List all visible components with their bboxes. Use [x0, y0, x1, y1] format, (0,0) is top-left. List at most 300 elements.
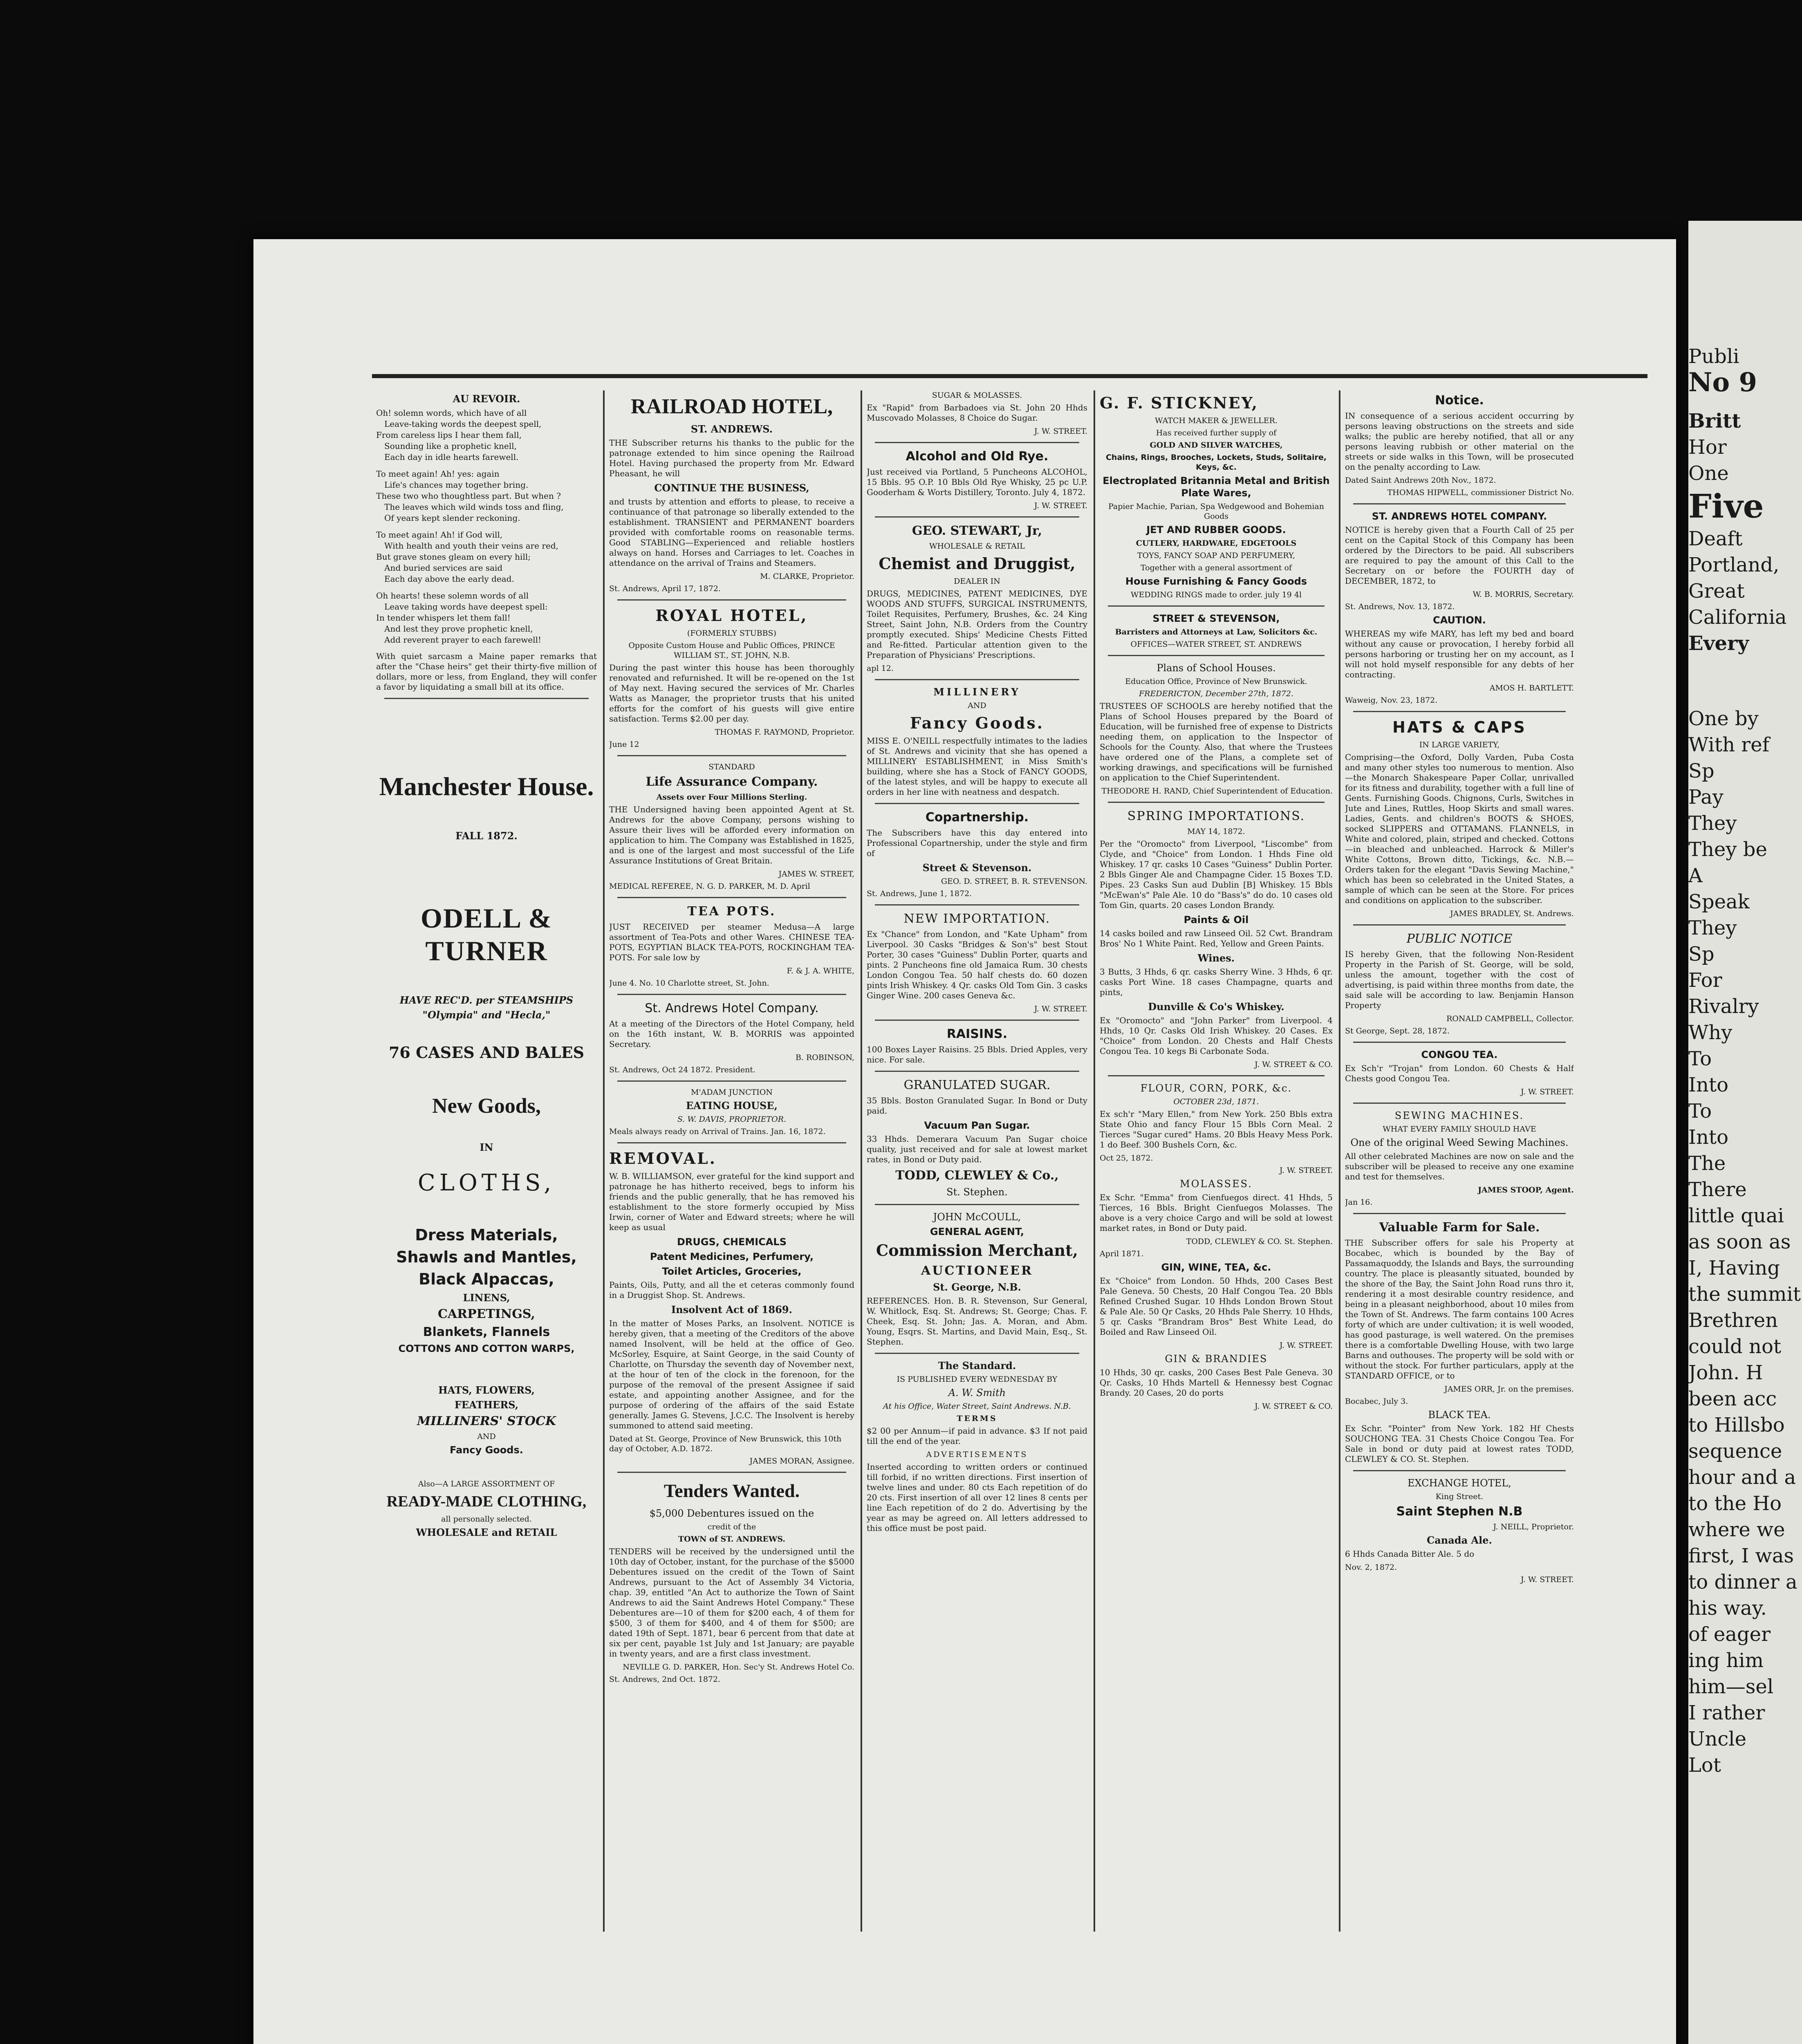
- ad-date: June 12: [609, 740, 639, 749]
- railroad-hotel-heading: RAILROAD HOTEL,: [630, 395, 833, 418]
- royal-location: Opposite Custom House and Public Offices, PRINCE WILLIAM ST., ST. JOHN, N.B.: [628, 641, 835, 660]
- fragment-line: Hor: [1688, 436, 1727, 459]
- town-line: TOWN of ST. ANDREWS.: [678, 1535, 785, 1544]
- ad-signature: J. W. STREET.: [1520, 1575, 1574, 1584]
- poem-line: But grave stones gleam on every hill;: [376, 552, 531, 562]
- flour-date: OCTOBER 23d, 1871.: [1173, 1097, 1259, 1106]
- fragment-line: Deaft: [1688, 527, 1743, 550]
- blankets-flannels: Blankets, Flannels: [423, 1325, 550, 1339]
- ad-date: Oct 25, 1872.: [1100, 1154, 1153, 1163]
- poem-line: To meet again! Ah! yes: again: [376, 469, 500, 479]
- chains-line: Chains, Rings, Brooches, Lockets, Studs, Solitaire, Keys, &c.: [1105, 453, 1327, 472]
- divider: [617, 599, 846, 601]
- barristers-line: Barristers and Attorneys at Law, Solicitors &c.: [1115, 628, 1318, 637]
- house-furnishing: House Furnishing & Fancy Goods: [1125, 576, 1307, 587]
- masthead-rule: [372, 374, 1647, 378]
- divider: [875, 1071, 1079, 1072]
- fragment-line: One: [1688, 462, 1729, 485]
- st-george: St. George, N.B.: [933, 1281, 1021, 1293]
- ad-date: Nov. 2, 1872.: [1345, 1563, 1397, 1572]
- poem-line: And lest they prove prophetic knell,: [384, 624, 533, 634]
- granulated-heading: GRANULATED SUGAR.: [903, 1078, 1051, 1092]
- eating-house: EATING HOUSE,: [686, 1100, 778, 1112]
- ad-body: NOTICE is hereby given that a Fourth Call of 25 per cent on the Capital Stock of this Company has been ordered by the Directors to be paid. All subscribers are required to pay the amount of this Call to the Secretary on or before the FOURTH day of DECEMBER, 1872, to: [1345, 525, 1574, 586]
- ad-signature: RONALD CAMPBELL, Collector.: [1446, 1014, 1574, 1023]
- hats-caps-heading: HATS & CAPS: [1392, 718, 1526, 736]
- fragment-line: For: [1688, 969, 1722, 992]
- column-3: [867, 390, 1087, 1932]
- royal-formerly: (FORMERLY STUBBS): [687, 629, 777, 638]
- ad-body: 3 Butts, 3 Hhds, 6 qr. casks Sherry Wine. 3 Hhds, 6 qr. casks Port Wine. 18 cases Champagne, quarts and pints,: [1100, 967, 1333, 997]
- ad-signature: J. W. STREET.: [1034, 1004, 1087, 1013]
- fragment-line: To: [1688, 1100, 1712, 1123]
- flour-heading: FLOUR, CORN, PORK, &c.: [1140, 1083, 1292, 1094]
- fragment-line: They: [1688, 812, 1737, 835]
- patent-medicines: Patent Medicines, Perfumery,: [650, 1251, 814, 1262]
- fragment-line: Brethren: [1688, 1309, 1778, 1332]
- mccoull-name: JOHN McCOULL,: [933, 1211, 1021, 1223]
- fragment-line: sequence: [1688, 1440, 1782, 1463]
- wholesale-label: WHOLESALE & RETAIL: [929, 542, 1025, 551]
- fragment-line: to dinner a: [1688, 1571, 1798, 1594]
- drugs-chemicals: DRUGS, CHEMICALS: [677, 1236, 787, 1248]
- tea-pots-heading: TEA POTS.: [687, 904, 776, 919]
- ad-body: TRUSTEES OF SCHOOLS are hereby notified that the Plans of School Houses prepared by the Board of Education, will be furnished free of expense to Districts needing them, on application to the Inspector of Schools for the County. Also, that where the Trustees have ordered one of the Plans, a complete set of working drawings, and specifications will be furnished on application to the Chief Superintendent.: [1100, 701, 1333, 782]
- eating-proprietor: S. W. DAVIS, PROPRIETOR.: [677, 1115, 787, 1124]
- newspaper-page: [253, 239, 1676, 2044]
- ad-signature: M. CLARKE, Proprietor.: [760, 572, 854, 581]
- odell-turner-heading: ODELL & TURNER: [421, 903, 552, 966]
- ad-body: Ex Schr. "Emma" from Cienfuegos direct. 41 Hhds, 5 Tierces, 16 Bbls. Bright Cienfuegos Molasses. The above is a very choice Cargo and will be sold at lowest market rates, in Bond or Duty paid.: [1100, 1192, 1333, 1233]
- ad-signature: J. W. STREET.: [1520, 1087, 1574, 1096]
- ad-body: 10 Hhds, 30 qr. casks, 200 Cases Best Pale Geneva. 30 Qr. Casks, 10 Hhds Martell & Hennessy best Cognac Brandy. 20 Cases, 20 do ports: [1100, 1367, 1333, 1398]
- ad-signature: J. W. STREET & CO.: [1255, 1060, 1333, 1069]
- ad-body: Comprising—the Oxford, Dolly Varden, Puba Costa and many other styles too numerous to mention. Also—the Monarch Shakespeare Paper Collar, unrivalled for its fitness and durability, together with a full line of Gents. Furnishing Goods. Chignons, Curls, Switches in Jute and Lines, Ruttles, Hoop Skirts and small wares. Ladies, Gents. and children's BOOTS & SHOES, socked SLIPPERS and OTTAMANS. FLANNELS, in White and colored, plain, striped and checked. Cottons—in bleached and unbleached. Harrock & Miller's White Cottons, Brown ditto, Tickings, &c. N.B.—Orders taken for the elegant "Davis Sewing Machine," which has been so celebrated in the United States, a sample of which can be seen at the Store. For prices and conditions on application to the subscriber.: [1345, 752, 1574, 905]
- papier-machie: Papier Machie, Parian, Spa Wedgewood and Bohemian Goods: [1108, 502, 1324, 521]
- poem-line: And buried services are said: [384, 563, 503, 573]
- manchester-house-heading: Manchester House.: [379, 772, 594, 801]
- ad-signature: JAMES BRADLEY, St. Andrews.: [1450, 909, 1574, 918]
- column-5: [1345, 390, 1574, 1932]
- ad-body: IS hereby Given, that the following Non-Resident Property in the Parish of St. George, will be sold, unless the amount, together with the cost of advertising, is paid within three months from date, the said sale will be according to law. Benjamin Hanson Property: [1345, 949, 1574, 1010]
- ad-body: Paints, Oils, Putty, and all the et ceteras commonly found in a Druggist Shop. St. Andrews.: [609, 1280, 854, 1300]
- divider: [875, 803, 1079, 804]
- paints-oil: Paints & Oil: [1183, 914, 1249, 926]
- column-rule: [1094, 390, 1095, 1932]
- carpetings: CARPETINGS,: [438, 1307, 535, 1321]
- fragment-line: The: [1688, 1152, 1726, 1175]
- cottons: COTTONS AND COTTON WARPS,: [398, 1343, 575, 1354]
- ad-date: Dated at St. George, Province of New Brunswick, this 10th day of October, A.D. 1872.: [609, 1434, 842, 1453]
- fragment-line: hour and a: [1688, 1466, 1796, 1489]
- ad-signature: GEO. D. STREET, B. R. STEVENSON.: [941, 877, 1087, 886]
- black-tea-heading: BLACK TEA.: [1428, 1409, 1491, 1421]
- divider: [617, 994, 846, 995]
- stickney-heading: G. F. STICKNEY,: [1100, 394, 1259, 412]
- ad-body: 100 Boxes Layer Raisins. 25 Bbls. Dried Apples, very nice. For sale.: [867, 1044, 1087, 1065]
- st-stephen: St. Stephen.: [946, 1186, 1008, 1198]
- poem-line: Oh hearts! these solemn words of all: [376, 591, 529, 601]
- poem-line: Leave taking words have deepest spell:: [384, 602, 548, 612]
- together-line: Together with a general assortment of: [1141, 563, 1292, 572]
- medical-referee: MEDICAL REFEREE, N. G. D. PARKER, M. D. April: [609, 882, 810, 891]
- hats-flowers: HATS, FLOWERS,: [438, 1384, 535, 1396]
- every-family: WHAT EVERY FAMILY SHOULD HAVE: [1383, 1125, 1536, 1134]
- ad-body: and trusts by attention and efforts to please, to receive a continuance of that patronage so liberally extended to the establishment. TRANSIENT and PERMANENT boarders provided with comfortable rooms on reasonable terms. Good STABLING—Experienced and reliable hostlers always on hand. Horses and Carriages to let. Coaches in attendance on the arrival of Trains and Steamers.: [609, 497, 854, 568]
- education-office: Education Office, Province of New Brunswick.: [1125, 677, 1307, 686]
- milliners-stock: MILLINERS' STOCK: [417, 1414, 556, 1428]
- personally-selected: all personally selected.: [441, 1515, 532, 1524]
- fragment-line: Publi: [1688, 345, 1739, 368]
- commission-heading: Commission Merchant,: [876, 1241, 1078, 1260]
- copartnership-heading: Copartnership.: [925, 810, 1029, 825]
- ad-date: April 1871.: [1100, 1249, 1144, 1258]
- chemist-heading: Chemist and Druggist,: [879, 554, 1076, 573]
- and-label: AND: [477, 1432, 496, 1441]
- credit-line: credit of the: [707, 1522, 756, 1531]
- ad-date: June 4. No. 10 Charlotte street, St. John.: [609, 979, 769, 988]
- ad-body: All other celebrated Machines are now on sale and the subscriber will be pleased to receive any one examine and test for themselves.: [1345, 1151, 1574, 1181]
- cloths-heading: CLOTHS,: [417, 1170, 556, 1196]
- new-goods: New Goods,: [432, 1094, 541, 1118]
- ad-body: Just received via Portland, 5 Puncheons ALCOHOL, 15 Bbls. 95 O.P. 10 Bbls Old Rye Whisky, 25 pc U.P. Gooderham & Worts Distillery, Toronto. July 4, 1872.: [867, 467, 1087, 497]
- ad-body: THE Subscriber offers for sale his Property at Bocabec, which is bounded by the Bay of Passamaquoddy, the Islands and Bays, the surrounding country. The place is pleasantly situated, bounded by the shore of the Bay, the Saint John Road runs thro it, rendering it a most desirable country residence, and being in a pleasant neighborhood, about 10 miles from the Town of St. Andrews. The farm contains 100 Acres forty of which are under cultivation; it is well wooded, has good pasturage, is well watered. On the premises there is a comfortable Dwelling House, with two large Barns and outhouses. The property will be sold with or without the stock. For further particulars, apply at the STANDARD OFFICE, or to: [1345, 1238, 1574, 1381]
- toilet-articles: Toilet Articles, Groceries,: [662, 1266, 802, 1277]
- fredericton-date: FREDERICTON, December 27th, 1872.: [1139, 689, 1293, 698]
- column-4: [1100, 390, 1333, 1932]
- hotel-company-heading: St. Andrews Hotel Company.: [645, 1001, 819, 1015]
- divider: [875, 442, 1079, 443]
- divider: [1353, 1213, 1566, 1214]
- fancy-goods-heading: Fancy Goods.: [910, 714, 1044, 732]
- ad-body: At a meeting of the Directors of the Hotel Company, held on the 16th instant, W. B. MORRIS was appointed Secretary.: [609, 1019, 854, 1049]
- poem-stanza: [376, 590, 597, 645]
- fragment-line: Pay: [1688, 786, 1724, 809]
- fragment-line: Why: [1688, 1021, 1733, 1044]
- fragment-line: him—sel: [1688, 1675, 1774, 1698]
- fragment-line: his way.: [1688, 1597, 1767, 1620]
- gold-watches: GOLD AND SILVER WATCHES,: [1150, 441, 1283, 450]
- column-2: [609, 390, 854, 1932]
- ad-date: St. Andrews, April 17, 1872.: [609, 584, 721, 593]
- barristers-firm: STREET & STEVENSON,: [1152, 613, 1280, 624]
- column-rule: [861, 390, 862, 1932]
- ad-signature: B. ROBINSON,: [795, 1053, 854, 1062]
- wedding-rings: WEDDING RINGS made to order. july 19 4l: [1130, 590, 1302, 599]
- fragment-line: California: [1688, 606, 1787, 629]
- ad-body: The Subscribers have this day entered into Professional Copartnership, under the style and firm of: [867, 828, 1087, 858]
- ad-signature: J. W. STREET.: [1034, 427, 1087, 436]
- divider: [617, 897, 846, 898]
- ad-signature: J. NEILL, Proprietor.: [1493, 1522, 1574, 1531]
- offices-line: OFFICES—WATER STREET, ST. ANDREWS: [1130, 640, 1302, 649]
- fragment-line: To: [1688, 1047, 1712, 1070]
- fragment-line: Uncle: [1688, 1728, 1747, 1750]
- poem-line: Add reverent prayer to each farewell!: [384, 635, 542, 645]
- fragment-line: A: [1688, 864, 1703, 887]
- ready-made-clothing: READY-MADE CLOTHING,: [386, 1493, 587, 1510]
- royal-hotel-heading: ROYAL HOTEL,: [655, 606, 808, 625]
- poem-stanza: [376, 468, 597, 524]
- raisins-heading: RAISINS.: [946, 1027, 1008, 1041]
- ad-signature: THOMAS F. RAYMOND, Proprietor.: [715, 728, 854, 737]
- poem-line: Leave-taking words the deepest spell,: [384, 419, 542, 429]
- weed-line: One of the original Weed Sewing Machines.: [1350, 1137, 1569, 1148]
- auctioneer-heading: AUCTIONEER: [921, 1264, 1033, 1278]
- received-line: Has received further supply of: [1156, 428, 1277, 437]
- fragment-line: Sp: [1688, 943, 1715, 966]
- fragment-line: Into: [1688, 1126, 1729, 1149]
- divider: [1353, 924, 1566, 926]
- ad-body: 35 Bbls. Boston Granulated Sugar. In Bond or Duty paid.: [867, 1096, 1087, 1116]
- ad-body: During the past winter this house has been thoroughly renovated and refurnished. It will be re-opened on the 1st of May next. Having secured the services of Mr. Charles Watts as Manager, the proprietor trusts that his united efforts for the comfort of his guests will give entire satisfaction. Terms $2.00 per day.: [609, 663, 854, 724]
- poem-line: From careless lips I hear them fall,: [376, 430, 522, 440]
- molasses-heading: MOLASSES.: [1180, 1178, 1253, 1190]
- ad-date: St. Andrews, 2nd Oct. 1872.: [609, 1675, 721, 1684]
- insolvent-heading: Insolvent Act of 1869.: [671, 1304, 792, 1316]
- ad-signature: F. & J. A. WHITE,: [787, 966, 854, 975]
- poem-line: Sounding like a prophetic knell,: [384, 441, 517, 451]
- advertisements-heading: ADVERTISEMENTS: [926, 1450, 1028, 1459]
- ad-signature: TODD, CLEWLEY & CO. St. Stephen.: [1186, 1237, 1333, 1246]
- divider: [1353, 503, 1566, 504]
- cases-and-bales: 76 CASES AND BALES: [388, 1043, 585, 1062]
- poem-line: Oh! solemn words, which have of all: [376, 408, 527, 418]
- ad-signature: J. W. STREET.: [1034, 501, 1087, 510]
- fall-season: FALL 1872.: [455, 830, 518, 842]
- adjacent-page-fragment: [1688, 221, 1802, 2044]
- advertisements-body: Inserted according to written orders or continued till forbid, if no written directions. First insertion of twelve lines and under. 80 cts Each repetition of do 20 cts. First insertion of all over 12 lines 8 cents per line Each repetition of do 2 do. Advertising by the year as may be agreed on. All letters addressed to this office must be post paid.: [867, 1462, 1087, 1533]
- life-assurance-heading: Life Assurance Company.: [645, 775, 818, 789]
- divider: [1108, 802, 1325, 803]
- meals-line: Meals always ready on Arrival of Trains. Jan. 16, 1872.: [609, 1127, 826, 1136]
- fragment-line: One by: [1688, 707, 1759, 730]
- standard-label: STANDARD: [708, 762, 755, 771]
- ad-body: Ex "Rapid" from Barbadoes via St. John 20 Hhds Muscovado Molasses, 8 Choice do Sugar.: [867, 403, 1087, 423]
- ad-body: MISS E. O'NEILL respectfully intimates to the ladies of St. Andrews and vicinity that she has opened a MILLINERY ESTABLISHMENT, in Miss Smith's building, where she has a Stock of FANCY GOODS, of the latest styles, and will be happy to execute all orders in her line with neatness and despatch.: [867, 736, 1087, 797]
- ad-body: 14 casks boiled and raw Linseed Oil. 52 Cwt. Brandram Bros' No 1 White Paint. Red, Yellow and Green Paints.: [1100, 928, 1333, 948]
- ad-body: Ex sch'r "Mary Ellen," from New York. 250 Bbls extra State Ohio and fancy Flour 15 Bbls Corn Meal. 2 Tierces "Sugar cured" Hams. 20 Bbls Heavy Mess Pork. 1 do Beef. 300 Bushels Corn, &c.: [1100, 1109, 1333, 1150]
- fragment-line: They be: [1688, 838, 1767, 861]
- general-agent: GENERAL AGENT,: [930, 1226, 1024, 1237]
- poem-line: To meet again! Ah! if God will,: [376, 530, 503, 540]
- and-label: AND: [968, 701, 986, 710]
- divider: [1108, 1075, 1325, 1076]
- poem-line: Each day above the early dead.: [384, 574, 514, 584]
- ad-body: REFERENCES. Hon. B. R. Stevenson, Sur General, W. Whitlock, Esq. St. Andrews; St. George; Chas. F. Cheek, Esq. St. John; Jas. A. Moran, and Abm. Young, Esqrs. St. Martins, and David Main, Esq., St. Stephen.: [867, 1296, 1087, 1347]
- poem-line: Each day in idle hearts farewell.: [384, 452, 519, 462]
- assets-line: Assets over Four Millions Sterling.: [656, 793, 807, 802]
- fragment-line: Rivalry: [1688, 995, 1759, 1018]
- divider: [875, 904, 1079, 905]
- poem-line: The leaves which wild winds toss and fling,: [384, 502, 564, 512]
- column-1: [376, 390, 597, 1932]
- fragment-line: where we: [1688, 1518, 1785, 1541]
- ad-date: St George, Sept. 28, 1872.: [1345, 1026, 1450, 1035]
- st-andrews-label: ST. ANDREWS.: [690, 423, 773, 435]
- sugar-molasses-heading: SUGAR & MOLASSES.: [932, 391, 1022, 400]
- firm-name: Street & Stevenson.: [922, 862, 1032, 874]
- fragment-line: Sp: [1688, 760, 1715, 782]
- alcohol-heading: Alcohol and Old Rye.: [905, 449, 1049, 464]
- notice-heading: Notice.: [1435, 393, 1484, 408]
- dunville-heading: Dunville & Co's Whiskey.: [1148, 1001, 1284, 1013]
- ad-body: WHEREAS my wife MARY, has left my bed and board without any cause or provocation, I hereby forbid all persons harboring or trusting her on my account, as I will not hold myself responsible for any debts of her contracting.: [1345, 629, 1574, 679]
- fragment-line: There: [1688, 1178, 1747, 1201]
- wholesale-retail: WHOLESALE and RETAIL: [416, 1526, 557, 1538]
- ad-body: Ex Schr. "Pointer" from New York. 182 Hf Chests SOUCHONG TEA. 31 Chests Choice Congou Tea. For Sale in bond or duty paid at lowest rates TODD, CLEWLEY & CO. St. Stephen.: [1345, 1423, 1574, 1464]
- continue-business: CONTINUE THE BUSINESS,: [654, 482, 809, 494]
- linens: LINENS,: [463, 1292, 510, 1304]
- ad-date: Bocabec, July 3.: [1345, 1397, 1408, 1406]
- ad-signature: AMOS H. BARTLETT.: [1489, 684, 1574, 693]
- ad-signature: NEVILLE G. D. PARKER, Hon. Sec'y St. Andrews Hotel Co.: [623, 1663, 854, 1672]
- publisher-name: A. W. Smith: [948, 1387, 1006, 1399]
- poem-title: AU REVOIR.: [453, 393, 520, 405]
- congou-tea-heading: CONGOU TEA.: [1421, 1049, 1498, 1060]
- ships-names: "Olympia" and "Hecla,": [422, 1009, 551, 1021]
- fragment-line: little quai: [1688, 1204, 1784, 1227]
- ad-body: 6 Hhds Canada Bitter Ale. 5 do: [1345, 1549, 1475, 1559]
- toys-line: TOYS, FANCY SOAP AND PERFUMERY,: [1137, 551, 1295, 560]
- fragment-line: Into: [1688, 1074, 1729, 1096]
- ad-body: W. B. WILLIAMSON, ever grateful for the kind support and patronage he has hitherto received, begs to inform his friends and the public generally, that he has removed his establishment to the store formerly occupied by Miss Irwin, corner of Water and Edward streets; where he will keep as usual: [609, 1171, 854, 1232]
- ad-body: Ex Sch'r "Trojan" from London. 60 Chests & Half Chests good Congou Tea.: [1345, 1063, 1574, 1083]
- divider: [384, 698, 589, 699]
- divider: [1108, 605, 1325, 607]
- standard-masthead: The Standard.: [938, 1360, 1016, 1372]
- divider: [1353, 1103, 1566, 1104]
- fragment-line: No 9: [1688, 367, 1757, 398]
- column-rule: [603, 390, 605, 1932]
- ad-date: Jan 16.: [1345, 1198, 1373, 1207]
- ad-body: Ex "Chance" from London, and "Kate Upham" from Liverpool. 30 Casks "Bridges & Son's" best Stout Porter, 30 cases "Guiness" Dublin Porter, quarts and pints. 2 Puncheons fine old Jamaica Rum. 30 chests London Congou Tea. 50 half chests do. 60 dozen pints Irish Whiskey. 4 Qr. casks Old Tom Gin. 3 casks Ginger Wine. 200 cases Geneva &c.: [867, 929, 1087, 1000]
- divider: [1353, 711, 1566, 712]
- column-rule: [1339, 390, 1340, 1932]
- divider: [617, 1142, 846, 1143]
- divider: [617, 1080, 846, 1082]
- fragment-line: Britt: [1688, 410, 1741, 433]
- ad-body: Per the "Oromocto" from Liverpool, "Liscombe" from Clyde, and "Choice" from London. 1 Hhds Fine old Whiskey. 17 qr. casks 10 Cases "Guiness" Dublin Porter. 2 Bbls Ginger Ale and Champagne Cider. 15 Boxes T.D. Pipes. 23 Casks Sun aud Dublin [B] Whiskey. 15 Bbls "McEwan's" Pale Ale. 10 do "Bass's" do do. 10 cases old Tom Gin, quarts. 20 cases London Brandy.: [1100, 839, 1333, 910]
- electroplated: Electroplated Britannia Metal and British Plate Wares,: [1103, 475, 1330, 499]
- ad-signature: JAMES ORR, Jr. on the premises.: [1444, 1385, 1574, 1394]
- poem-line: In tender whispers let them fall!: [376, 613, 511, 623]
- cutlery: CUTLERY, HARDWARE, EDGETOOLS: [1136, 539, 1297, 548]
- jet-rubber: JET AND RUBBER GOODS.: [1146, 524, 1286, 536]
- spring-importations: SPRING IMPORTATIONS.: [1127, 809, 1305, 823]
- fragment-line: Five: [1688, 487, 1764, 525]
- ad-signature: JAMES MORAN, Assignee.: [749, 1457, 854, 1466]
- fragment-line: as soon as: [1688, 1230, 1791, 1253]
- fragment-line: John. H: [1688, 1361, 1763, 1384]
- gin-brandies-heading: GIN & BRANDIES: [1165, 1353, 1268, 1365]
- black-alpaccas: Black Alpaccas,: [419, 1270, 554, 1288]
- ad-body: Ex "Choice" from London. 50 Hhds, 200 Cases Best Pale Geneva. 50 Chests, 20 Half Congou Tea. 20 Bbls Refined Crushed Sugar. 10 Hhds London Brown Stout & Pale Ale. 50 Qr Casks, 20 Hhds Pale Sherry. 10 Hhds, 5 qr. Casks "Brandram Bros" Best White Lead, do Boiled and Raw Linseed Oil.: [1100, 1276, 1333, 1337]
- vacuum-heading: Vacuum Pan Sugar.: [924, 1120, 1030, 1131]
- ad-body: 33 Hhds. Demerara Vacuum Pan Sugar choice quality, just received and for sale at lowest market rates, in Bond or Duty paid.: [867, 1134, 1087, 1164]
- fragment-line: of eager: [1688, 1623, 1771, 1646]
- king-street: King Street.: [1435, 1492, 1484, 1501]
- ad-date: St. Andrews, Nov. 13, 1872.: [1345, 602, 1455, 611]
- published-line: IS PUBLISHED EVERY WEDNESDAY BY: [897, 1375, 1058, 1384]
- poem-line: With health and youth their veins are red,: [384, 541, 558, 551]
- ad-date: Dated Saint Andrews 20th Nov., 1872.: [1345, 476, 1496, 485]
- poem-line: These two who thoughtless part. But when ?: [376, 491, 561, 501]
- poem-line: Life's chances may together bring.: [384, 480, 529, 490]
- public-notice-heading: PUBLIC NOTICE: [1406, 932, 1513, 946]
- millinery-heading: MILLINERY: [933, 686, 1021, 698]
- poem-line: Of years kept slender reckoning.: [384, 513, 520, 523]
- divider: [1353, 1470, 1566, 1471]
- plans-heading: Plans of School Houses.: [1157, 662, 1276, 674]
- madam-junction: M'ADAM JUNCTION: [690, 1088, 773, 1097]
- saint-stephen: Saint Stephen N.B: [1396, 1504, 1523, 1519]
- hotel-company-notice: ST. ANDREWS HOTEL COMPANY.: [1372, 511, 1547, 522]
- fragment-line: Great: [1688, 580, 1745, 603]
- divider: [875, 516, 1079, 518]
- fragment-line: been acc: [1688, 1387, 1777, 1410]
- ad-signature: J. W. STREET.: [1279, 1341, 1333, 1350]
- spring-date: MAY 14, 1872.: [1187, 827, 1245, 836]
- ad-signature: THEODORE H. RAND, Chief Superintendent of Education.: [1101, 787, 1333, 796]
- fragment-line: could not: [1688, 1335, 1782, 1358]
- sarcasm-note: With quiet sarcasm a Maine paper remarks that after the "Chase heirs" get their thirty-five million of dollars, more or less, from England, they will confer a favor by liquidating a small bill at its office.: [376, 651, 597, 692]
- todd-clewley: TODD, CLEWLEY & Co.,: [895, 1168, 1059, 1183]
- ad-body: THE Undersigned having been appointed Agent at St. Andrews for the above Company, persons wishing to Assure their lives will be afforded every information on application to him. The Company was Established in 1825, and is one of the largest and most successful of the Life Assurance Institutions of Great Britain.: [609, 805, 854, 865]
- ad-date: St. Andrews, June 1, 1872.: [867, 889, 972, 898]
- dealer-label: DEALER IN: [954, 577, 1000, 586]
- fragment-line: Portland,: [1688, 554, 1780, 576]
- fragment-line: I rather: [1688, 1701, 1765, 1724]
- watchmaker-line: WATCH MAKER & JEWELLER.: [1155, 416, 1278, 425]
- fragment-line: With ref: [1688, 733, 1770, 756]
- shawls-mantles: Shawls and Mantles,: [396, 1248, 577, 1266]
- ad-body: DRUGS, MEDICINES, PATENT MEDICINES, DYE WOODS AND STUFFS, SURGICAL INSTRUMENTS, Toilet Requisites, Perfumery, Brushes, &c. 24 King Street, Saint John, N.B. Orders from the Country promptly executed. Ships' Medicine Chests Fitted and Re-fitted. Particular attention given to the Preparation of Physicians' Prescriptions.: [867, 589, 1087, 660]
- caution-heading: CAUTION.: [1433, 614, 1486, 626]
- fragment-line: to the Ho: [1688, 1492, 1782, 1515]
- ad-body: JUST RECEIVED per steamer Medusa—A large assortment of Tea-Pots and other Wares. CHINESE TEA-POTS, EGYPTIAN BLACK TEA-POTS, ROCKINGHAM TEA-POTS. For sale low by: [609, 922, 854, 962]
- feathers: FEATHERS,: [454, 1399, 519, 1411]
- ad-date: apl 12.: [867, 664, 894, 673]
- dress-materials: Dress Materials,: [415, 1226, 558, 1244]
- debentures-line: $5,000 Debentures issued on the: [649, 1508, 814, 1519]
- removal-heading: REMOVAL.: [609, 1149, 717, 1168]
- sewing-heading: SEWING MACHINES.: [1394, 1110, 1524, 1121]
- ad-body: THE Subscriber returns his thanks to the public for the patronage extended to him since opening the Railroad Hotel. Having purchased the property from Mr. Edward Pheasant, he will: [609, 438, 854, 478]
- divider: [617, 755, 846, 756]
- fragment-line: They: [1688, 917, 1737, 939]
- fragment-line: first, I was: [1688, 1544, 1794, 1567]
- new-importation-heading: NEW IMPORTATION.: [903, 912, 1051, 926]
- ad-body: In the matter of Moses Parks, an Insolvent. NOTICE is hereby given, that a meeting of the Creditors of the above named Insolvent, will be held at the office of Geo. McSorley, Esquire, at Saint George, in the said County of Charlotte, on Thursday the seventh day of November next, at the hour of ten of the clock in the forenoon, for the purpose of the removal of the present Assignee if said estate, and appointing another Assignee, and for the purpose of ordering of the affairs of the said Estate generally. James G. Stevens, J.C.C. The Insolvent is hereby summoned to attend said meeting.: [609, 1318, 854, 1430]
- fragment-line: to Hillsbo: [1688, 1414, 1785, 1437]
- fancy-goods: Fancy Goods.: [450, 1444, 523, 1456]
- ad-signature: THOMAS HIPWELL, commissioner District No.: [1387, 488, 1574, 497]
- ad-body: Ex "Oromocto" and "John Parker" from Liverpool. 4 Hhds, 10 Qr. Casks Old Irish Whiskey. 20 Cases. Ex "Choice" from London. 20 Chests and Half Chests Congou Tea. 10 kegs Bi Carbonate Soda.: [1100, 1015, 1333, 1056]
- stewart-heading: GEO. STEWART, Jr,: [912, 524, 1042, 538]
- divider: [1108, 655, 1325, 656]
- ad-signature: J. W. STREET.: [1279, 1166, 1333, 1175]
- terms-body: $2 00 per Annum—if paid in advance. $3 If not paid till the end of the year.: [867, 1426, 1087, 1446]
- also-assortment: Also—A LARGE ASSORTMENT OF: [418, 1479, 555, 1488]
- canada-ale-heading: Canada Ale.: [1427, 1534, 1492, 1546]
- divider: [1353, 1042, 1566, 1043]
- ad-signature: JAMES W. STREET,: [778, 870, 854, 879]
- ad-signature: J. W. STREET & CO.: [1255, 1402, 1333, 1411]
- ad-signature: JAMES STOOP, Agent.: [1478, 1186, 1574, 1195]
- wines-heading: Wines.: [1197, 952, 1235, 964]
- divider: [875, 1204, 1079, 1205]
